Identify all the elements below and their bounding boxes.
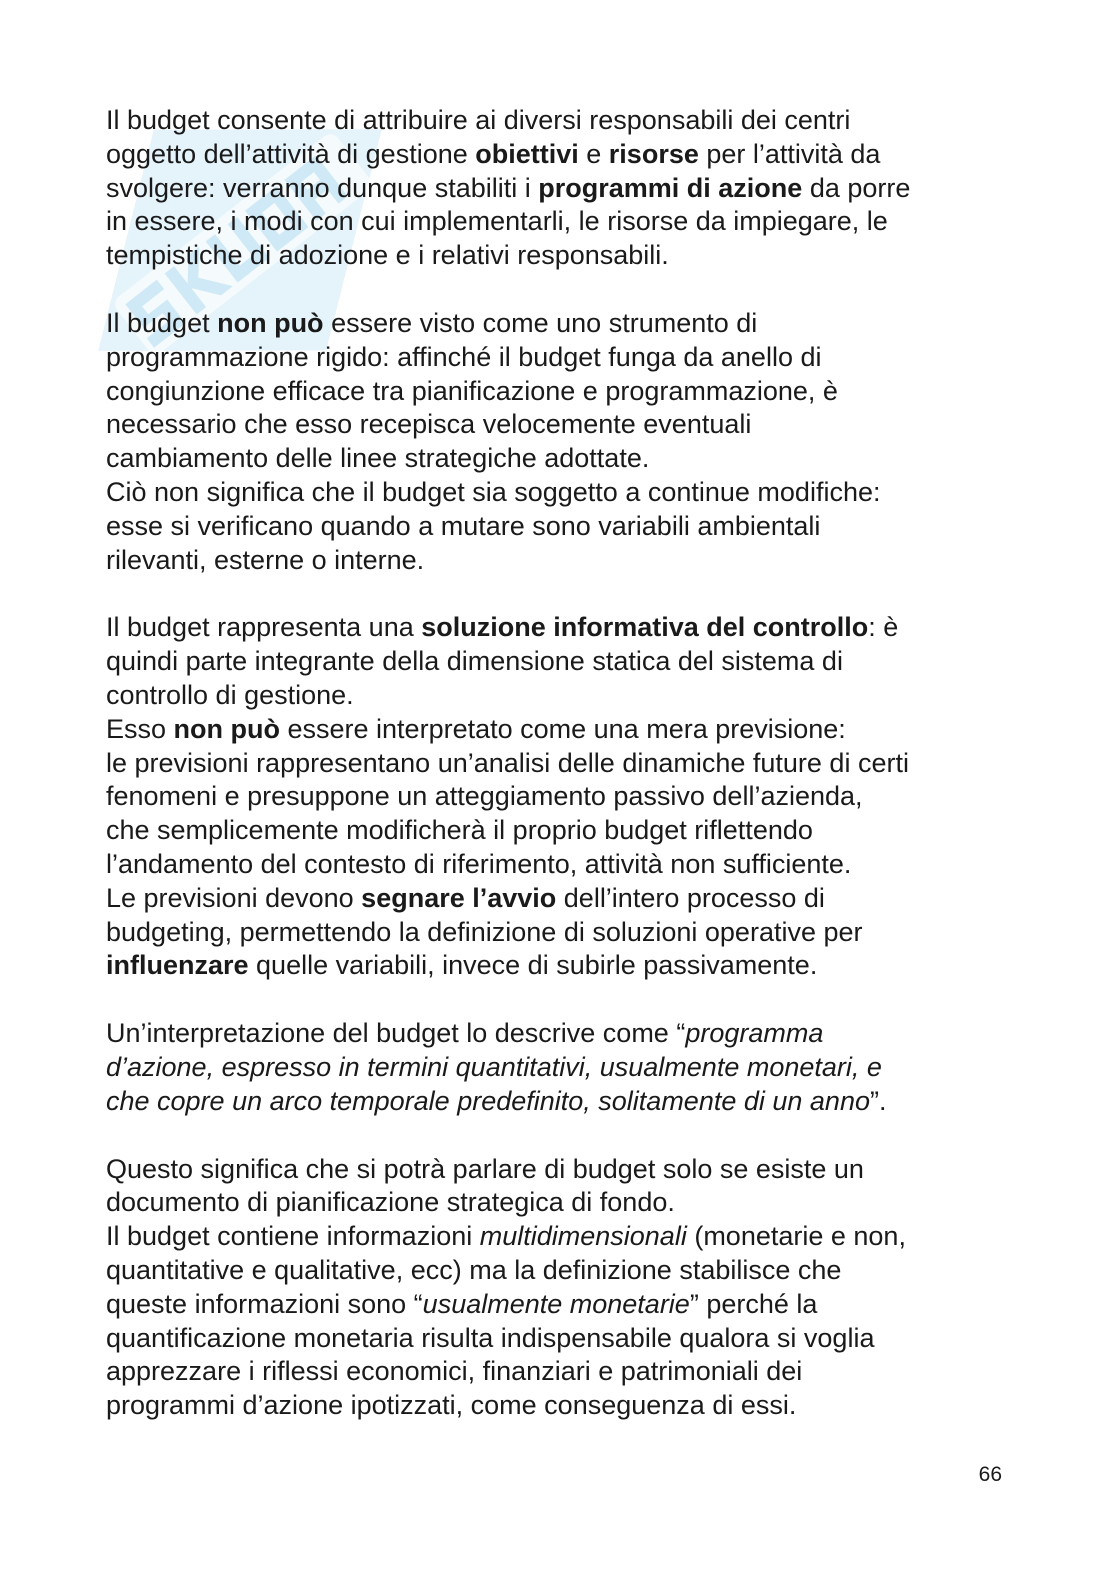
text-run: Il budget contiene informazioni xyxy=(106,1221,480,1252)
bold-text: segnare l’avvio xyxy=(361,882,557,913)
text-run: che semplicemente modificherà il proprio budget riflettendo xyxy=(106,815,813,846)
text-run: documento di pianificazione strategica di fondo. xyxy=(106,1187,675,1218)
paragraph xyxy=(106,104,1026,273)
text-line xyxy=(106,882,1026,916)
italic-text: usualmente monetarie xyxy=(422,1288,690,1319)
text-line xyxy=(106,1355,1026,1389)
text-run: programmi d’azione ipotizzati, come conseguenza di essi. xyxy=(106,1390,797,1421)
text-run: Questo significa che si potrà parlare di budget solo se esiste un xyxy=(106,1153,864,1184)
text-line xyxy=(106,814,1026,848)
text-line xyxy=(106,1085,1026,1119)
text-line xyxy=(106,1322,1026,1356)
italic-text: programma xyxy=(685,1018,824,1049)
text-line xyxy=(106,1254,1026,1288)
text-run: controllo di gestione. xyxy=(106,679,354,710)
text-run: oggetto dell’attività di gestione xyxy=(106,138,476,169)
text-run: e xyxy=(578,138,609,169)
text-run: congiunzione efficace tra pianificazione e programmazione, è xyxy=(106,375,838,406)
text-run: Ciò non significa che il budget sia soggetto a continue modifiche: xyxy=(106,476,881,507)
text-run: Esso xyxy=(106,713,174,744)
text-run: quindi parte integrante della dimensione statica del sistema di xyxy=(106,646,843,677)
italic-text: d’azione, espresso in termini quantitativi, usualmente monetari, e xyxy=(106,1051,882,1082)
text-run: quantitative e qualitative, ecc) ma la definizione stabilisce che xyxy=(106,1254,842,1285)
bold-text: non può xyxy=(217,307,324,338)
text-line xyxy=(106,138,1026,172)
text-line xyxy=(106,611,1026,645)
text-line xyxy=(106,1220,1026,1254)
paragraph xyxy=(106,307,1026,577)
text-run: esse si verificano quando a mutare sono variabili ambientali xyxy=(106,510,821,541)
italic-text: multidimensionali xyxy=(479,1221,687,1252)
text-run: per l’attività da xyxy=(698,138,881,169)
text-run: in essere, i modi con cui implementarli, le risorse da impiegare, le xyxy=(106,206,888,237)
text-run: budgeting, permettendo la definizione di soluzioni operative per xyxy=(106,916,863,947)
bold-text: influenzare xyxy=(106,950,249,981)
bold-text: non può xyxy=(173,713,280,744)
text-line xyxy=(106,408,1026,442)
text-line xyxy=(106,104,1026,138)
text-line xyxy=(106,679,1026,713)
text-run: quelle variabili, invece di subirle passivamente. xyxy=(248,950,818,981)
text-run: programmazione rigido: affinché il budget funga da anello di xyxy=(106,341,822,372)
text-run: necessario che esso recepisca velocemente eventuali xyxy=(106,409,752,440)
text-line xyxy=(106,1051,1026,1085)
text-line xyxy=(106,645,1026,679)
text-line xyxy=(106,442,1026,476)
bold-text: programmi di azione xyxy=(538,172,803,203)
paragraph xyxy=(106,1153,1026,1423)
text-run: dell’intero processo di xyxy=(556,882,825,913)
italic-text: che copre un arco temporale predefinito, solitamente di un anno xyxy=(106,1085,870,1116)
text-line xyxy=(106,307,1026,341)
text-run: : è xyxy=(868,612,899,643)
text-run: le previsioni rappresentano un’analisi delle dinamiche future di certi xyxy=(106,747,909,778)
bold-text: soluzione informativa del controllo xyxy=(421,612,869,643)
text-run: tempistiche di adozione e i relativi responsabili. xyxy=(106,240,669,271)
bold-text: obiettivi xyxy=(475,138,579,169)
document-body xyxy=(106,104,1026,1423)
paragraph-spacer xyxy=(106,983,1026,1017)
text-run: apprezzare i riflessi economici, finanziari e patrimoniali dei xyxy=(106,1356,803,1387)
text-line xyxy=(106,1389,1026,1423)
text-run: queste informazioni sono “ xyxy=(106,1288,423,1319)
text-run: essere interpretato come una mera previsione: xyxy=(280,713,846,744)
paragraph-spacer xyxy=(106,1119,1026,1153)
text-run: fenomeni e presuppone un atteggiamento passivo dell’azienda, xyxy=(106,781,863,812)
text-line xyxy=(106,1288,1026,1322)
text-run: l’andamento del contesto di riferimento, attività non sufficiente. xyxy=(106,848,852,879)
text-line xyxy=(106,341,1026,375)
text-line xyxy=(106,1017,1026,1051)
text-run: essere visto come uno strumento di xyxy=(323,307,758,338)
paragraph xyxy=(106,611,1026,983)
paragraph-spacer xyxy=(106,273,1026,307)
paragraph-spacer xyxy=(106,577,1026,611)
text-line xyxy=(106,713,1026,747)
page-number: 66 xyxy=(978,1463,1002,1486)
text-line xyxy=(106,780,1026,814)
text-line xyxy=(106,239,1026,273)
text-line xyxy=(106,476,1026,510)
text-line xyxy=(106,1153,1026,1187)
bold-text: risorse xyxy=(608,138,699,169)
text-run: Un’interpretazione del budget lo descrive come “ xyxy=(106,1018,686,1049)
text-run: Il budget consente di attribuire ai diversi responsabili dei centri xyxy=(106,105,851,135)
text-line xyxy=(106,172,1026,206)
text-run: cambiamento delle linee strategiche adottate. xyxy=(106,443,650,474)
text-line xyxy=(106,916,1026,950)
text-run: ” perché la xyxy=(689,1288,818,1319)
text-line xyxy=(106,205,1026,239)
text-run: da porre xyxy=(802,172,911,203)
text-run: (monetarie e non, xyxy=(686,1221,906,1252)
text-run: svolgere: verranno dunque stabiliti i xyxy=(106,172,539,203)
text-run: Il budget xyxy=(106,307,218,338)
text-line xyxy=(106,1186,1026,1220)
paragraph xyxy=(106,1017,1026,1118)
text-run: rilevanti, esterne o interne. xyxy=(106,544,425,575)
text-run: Le previsioni devono xyxy=(106,882,362,913)
text-line xyxy=(106,949,1026,983)
text-line xyxy=(106,544,1026,578)
text-line xyxy=(106,747,1026,781)
text-run: ”. xyxy=(869,1085,887,1116)
text-run: quantificazione monetaria risulta indispensabile qualora si voglia xyxy=(106,1322,875,1353)
text-line xyxy=(106,510,1026,544)
text-run: Il budget rappresenta una xyxy=(106,612,422,643)
text-line xyxy=(106,848,1026,882)
text-line xyxy=(106,375,1026,409)
